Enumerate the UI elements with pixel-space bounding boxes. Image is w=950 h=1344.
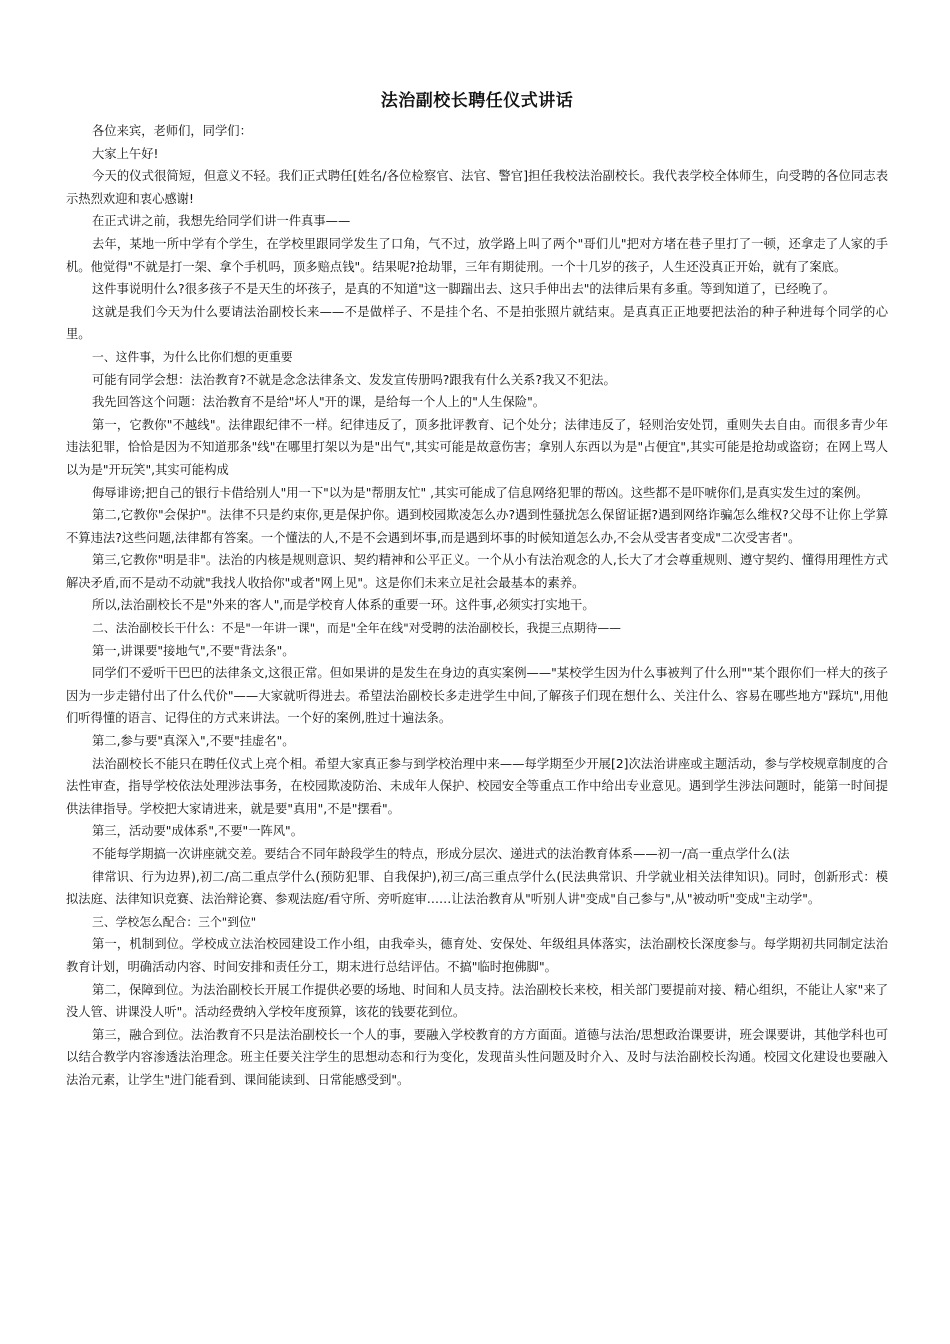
paragraph: 第二,参与要"真深入",不要"挂虚名"。 [92,734,295,749]
paragraph: 不能每学期搞一次讲座就交差。要结合不同年龄段学生的特点，形成分层次、递进式的法治教育体系——初一/高一重点学什么(法 [92,847,790,861]
paragraph: 这件事说明什么?很多孩子不是天生的坏孩子，是真的不知道"这一脚踹出去、这只手伸出去"的法律后果有多重。等到知道了，已经晚了。 [92,282,836,297]
paragraph-greeting: 各位来宾，老师们，同学们： [92,124,252,138]
paragraph: 第三，活动要"成体系",不要"一阵风"。 [92,824,303,839]
paragraph: 今天的仪式很简短，但意义不轻。我们正式聘任[姓名/各位检察官、法官、警官]担任我校法治副校长。我代表学校全体师生，向受聘的各位同志表示热烈欢迎和衷心感谢! [66,169,888,206]
paragraph: 同学们不爱听干巴巴的法律条文,这很正常。但如果讲的是发生在身边的真实案例——"某校学生因为什么事被判了什么刑""某个跟你们一样大的孩子因为一步走错付出了什么代价"——大家就听得进去。希望法治副校长多走进学生中间,了解孩子们现在想什么、关注什么、容易在哪些地方"踩坑",用他们听得懂的语言、记得住的方式来讲法。一个好的案例,胜过十遍法条。 [66,666,888,726]
paragraph: 第二,它教你"会保护"。法律不只是约束你,更是保护你。遇到校园欺凌怎么办?遇到性骚扰怎么保留证据?遇到网络诈骗怎么维权?父母不让你上学算不算违法?这些问题,法律都有答案。一个懂法的人,不是不会遇到坏事,而是遇到坏事的时候知道怎么办,不会从受害者变成"二次受害者"。 [66,508,888,545]
section-heading-2: 二、法治副校长干什么：不是"一年讲一课"，而是"全年在线"对受聘的法治副校长，我提三点期待—— [92,621,621,636]
paragraph: 所以,法治副校长不是"外来的客人",而是学校育人体系的重要一环。这件事,必须实打实地干。 [92,598,595,613]
paragraph: 可能有同学会想：法治教育?不就是念念法律条文、发发宣传册吗?跟我有什么关系?我又不犯法。 [92,372,616,387]
paragraph: 法治副校长不能只在聘任仪式上亮个相。希望大家真正参与到学校治理中来——每学期至少开展[2]次法治讲座或主题活动，参与学校规章制度的合法性审查，指导学校依法处理涉法事务，在校园欺凌防治、未成年人保护、校园安全等重点工作中给出专业意见。遇到学生涉法问题时，能第一时间提供法律指导。学校把大家请进来，就是要"真用",不是"摆看"。 [66,756,888,816]
paragraph: 这就是我们今天为什么要请法治副校长来——不是做样子、不是挂个名、不是拍张照片就结束。是真真正正地要把法治的种子种进每个同学的心里。 [66,304,888,342]
paragraph: 第一，机制到位。学校成立法治校园建设工作小组，由我牵头，德育处、安保处、年级组具体落实，法治副校长深度参与。每学期初共同制定法治教育计划，明确活动内容、时间安排和责任分工，期末进行总结评估。不搞"临时抱佛脚"。 [66,937,888,974]
paragraph: 第二，保障到位。为法治副校长开展工作提供必要的场地、时间和人员支持。法治副校长来校，相关部门要提前对接、精心组织，不能让人家"来了没人管、讲课没人听"。活动经费纳入学校年度预算，该花的钱要花到位。 [66,982,888,1020]
paragraph-morning: 大家上午好! [92,146,159,161]
document-body [66,120,888,1092]
paragraph: 第一,讲课要"接地气",不要"背法条"。 [92,643,295,658]
paragraph: 侮辱诽谤;把自己的银行卡借给别人"用一下"以为是"帮朋友忙" ,其实可能成了信息网络犯罪的帮凶。这些都不是吓唬你们,是真实发生过的案例。 [92,485,869,500]
document-title: 法治副校长聘任仪式讲话 [380,91,574,111]
paragraph: 在正式讲之前，我想先给同学们讲一件真事—— [92,214,351,229]
section-heading-1: 一、这件事，为什么比你们想的更重要 [92,349,293,364]
section-heading-3: 三、学校怎么配合：三个"到位" [92,914,257,929]
document-page [66,86,888,1092]
paragraph: 第一，它教你"不越线"。法律跟纪律不一样。纪律违反了，顶多批评教育、记个处分；法律违反了，轻则治安处罚，重则失去自由。而很多青少年违法犯罪，恰恰是因为不知道那条"线"在哪里打架以为是"出气",其实可能是故意伤害；拿别人东西以为是"占便宜",其实可能是抢劫或盗窃；在网上骂人以为是"开玩笑",其实可能构成 [66,417,888,477]
paragraph: 我先回答这个问题：法治教育不是给"坏人"开的课，是给每一个人上的"人生保险"。 [92,395,546,410]
paragraph: 第三，融合到位。法治教育不只是法治副校长一个人的事，要融入学校教育的方方面面。道德与法治/思想政治课要讲，班会课要讲，其他学科也可以结合教学内容渗透法治理念。班主任要关注学生的思想动态和行为变化，发现苗头性问题及时介入、及时与法治副校长沟通。校园文化建设也要融入法治元素，让学生"进门能看到、课间能读到、日常能感受到"。 [66,1027,888,1087]
paragraph: 第三,它教你"明是非"。法治的内核是规则意识、契约精神和公平正义。一个从小有法治观念的人,长大了才会尊重规则、遵守契约、懂得用理性方式解决矛盾,而不是动不动就"我找人收拾你"或者"网上见"。这是你们未来立足社会最基本的素养。 [66,553,888,590]
paragraph: 去年，某地一所中学有个学生，在学校里跟同学发生了口角，气不过，放学路上叫了两个"哥们儿"把对方堵在巷子里打了一顿，还拿走了人家的手机。他觉得"不就是打一架、拿个手机吗，顶多赔点钱"。结果呢?抢劫罪，三年有期徒刑。一个十几岁的孩子，人生还没真正开始，就有了案底。 [66,236,888,274]
paragraph: 律常识、行为边界),初二/高二重点学什么(预防犯罪、自我保护),初三/高三重点学什么(民法典常识、升学就业相关法律知识)。同时，创新形式：模拟法庭、法律知识竞赛、法治辩论赛、参观法庭/看守所、旁听庭审……让法治教育从"听别人讲"变成"自己参与",从"被动听"变成"主动学"。 [66,869,888,907]
